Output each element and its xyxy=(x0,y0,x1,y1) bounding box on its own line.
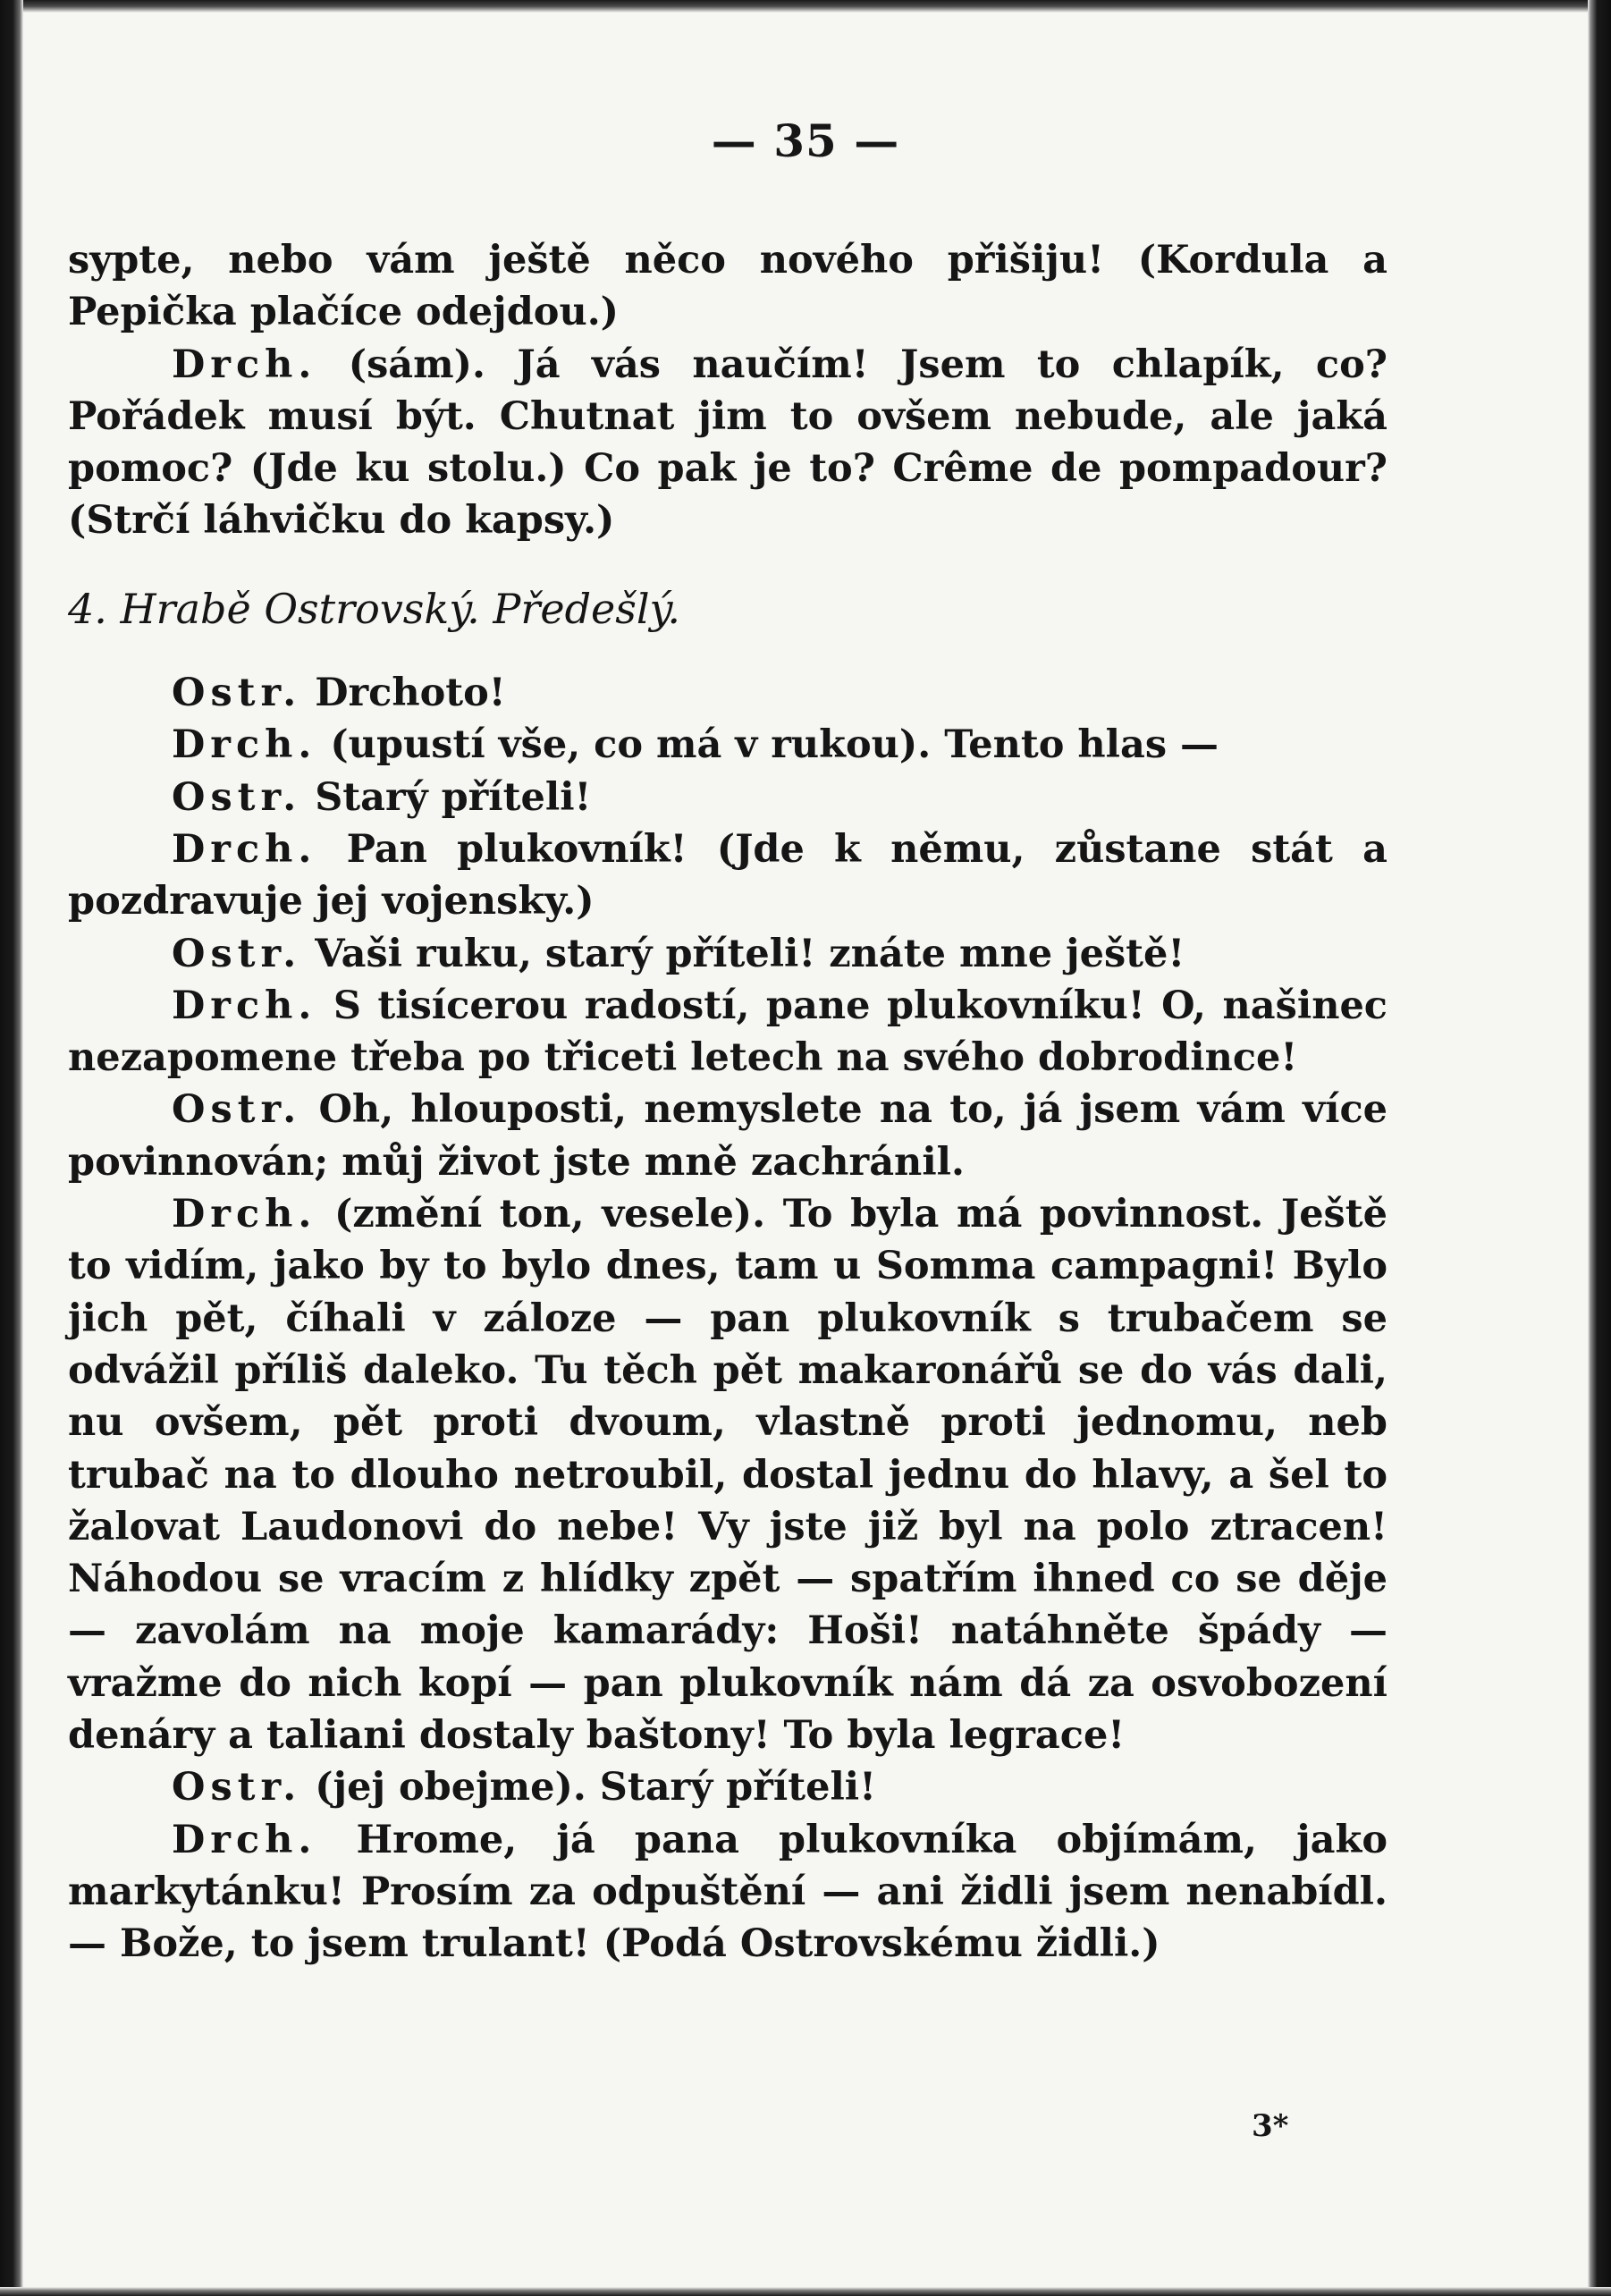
page-number: — 35 — xyxy=(711,114,900,167)
signature-mark: 3* xyxy=(1252,2108,1289,2144)
dialogue-line xyxy=(68,1084,1387,1188)
speaker: Drch. xyxy=(172,342,317,387)
line-text: (upustí vše, co má v rukou). Tento hlas — xyxy=(316,722,1219,768)
scan-bottom-edge xyxy=(0,2287,1611,2296)
paragraph-text: sypte, nebo vám ještě něco nového přišiju! (Kordula a Pepička plačíce odejdou.) xyxy=(68,238,1387,335)
paragraph-0 xyxy=(68,234,1387,339)
line-text: S tisícerou radostí, pane plukovníku! O, našinec nezapomene třeba po třiceti letech na svého dobrodince! xyxy=(68,983,1387,1081)
dialogue-line xyxy=(68,1188,1387,1761)
line-text: Pan plukovník! (Jde k němu, zůstane stát a pozdravuje jej vojensky.) xyxy=(68,826,1387,924)
line-text: Oh, hlouposti, nemyslete na to, já jsem vám více povinnován; můj život jste mně zachránil. xyxy=(68,1087,1387,1185)
dialogue-line xyxy=(68,667,1387,719)
line-text: Starý příteli! xyxy=(301,774,592,820)
speaker: Drch. xyxy=(172,1817,317,1862)
paragraph-text: (sám). Já vás naučím! Jsem to chlapík, co? Pořádek musí být. Chutnat jim to ovšem nebude, ale jaká pomoc? (Jde ku stolu.) Co pak je to? Crême de pompadour? (Strčí láhvičku do kapsy.) xyxy=(68,342,1387,544)
dialogue-line xyxy=(68,823,1387,928)
speaker: Ostr. xyxy=(172,931,302,976)
speaker: Ostr. xyxy=(172,671,302,716)
speaker: Drch. xyxy=(172,826,317,872)
line-text: Vaši ruku, starý příteli! znáte mne ještě! xyxy=(301,931,1185,976)
line-text: Drchoto! xyxy=(301,671,506,716)
line-text: (jej obejme). Starý příteli! xyxy=(301,1765,876,1811)
speaker: Drch. xyxy=(172,983,317,1028)
dialogue-line xyxy=(68,1761,1387,1813)
paragraph-1 xyxy=(68,339,1387,547)
scan-left-edge xyxy=(0,0,23,2296)
dialogue-line xyxy=(68,772,1387,823)
speaker: Ostr. xyxy=(172,1087,302,1133)
speaker: Ostr. xyxy=(172,774,302,820)
line-text: (změní ton, vesele). To byla má povinnost. Ještě to vidím, jako by to bylo dnes, tam u Somma campagni! Bylo jich pět, číhali v záloze — pan plukovník s trubačem se odvážil příliš daleko. Tu těch pět makaronářů se do vás dali, nu ovšem, pět proti dvoum, vlastně proti jednomu, neb trubač na to dlouho netroubil, dostal jednu do hlavy, a šel to žalovat Laudonovi do nebe! Vy jste již byl na polo ztracen! Náhodou se vracím z hlídky zpět — spatřím ihned co se děje — zavolám na moje kamarády: Hoši! natáhněte špády — vražme do nich kopí — pan plukovník nám dá za osvobození denáry a taliani dostaly baštony! To byla legrace! xyxy=(68,1192,1387,1759)
scan-top-edge xyxy=(0,0,1611,13)
dialogue-line xyxy=(68,719,1387,771)
dialogue-line xyxy=(68,980,1387,1085)
scan-right-edge xyxy=(1588,0,1611,2296)
line-text: Hrome, já pana plukovníka objímám, jako markytánku! Prosím za odpuštění — ani židli jsem nenabídl. — Bože, to jsem trulant! (Podá Ostrovskému židli.) xyxy=(68,1817,1387,1967)
speaker: Drch. xyxy=(172,1192,317,1237)
speaker: Drch. xyxy=(172,722,317,768)
dialogue-line xyxy=(68,928,1387,980)
speaker: Ostr. xyxy=(172,1765,302,1811)
body-text xyxy=(68,234,1387,1971)
scene-heading: 4. Hrabě Ostrovský. Předešlý. xyxy=(68,584,681,633)
dialogue-line xyxy=(68,1814,1387,1971)
